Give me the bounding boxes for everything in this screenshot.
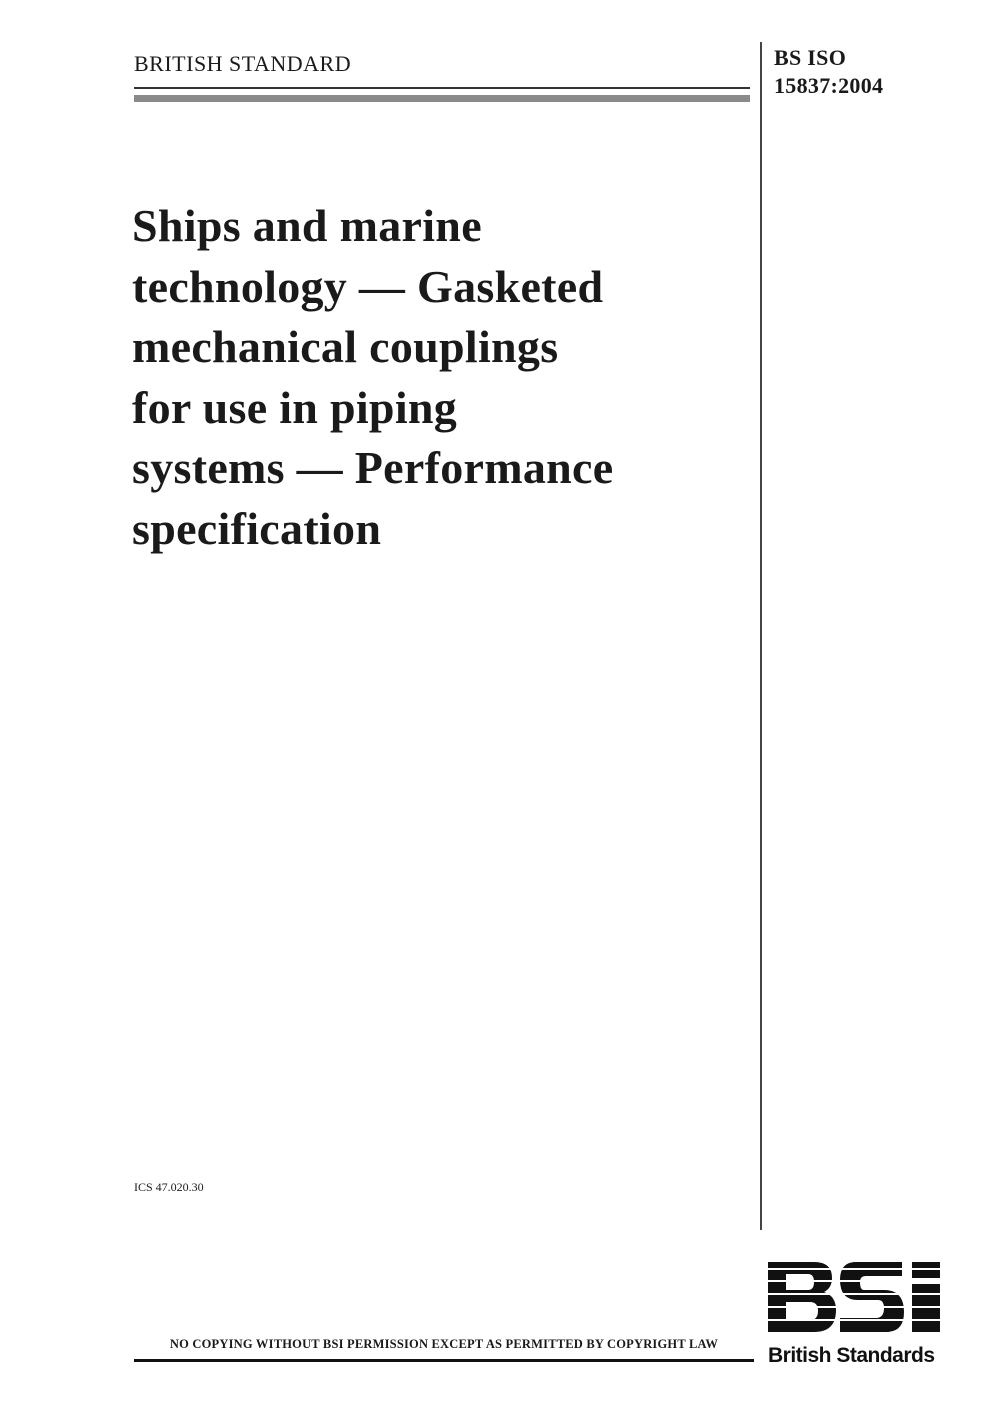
series-label: BRITISH STANDARD — [134, 51, 352, 76]
bsi-logo-caption: British Standards — [768, 1344, 935, 1367]
standard-number-line2: 15837:2004 — [774, 73, 884, 98]
standard-number-line1: BS ISO — [774, 45, 847, 70]
header-rule-thick — [134, 95, 750, 102]
title-line: technology — Gasketed — [132, 260, 604, 312]
standard-number — [774, 44, 883, 100]
footer-rule — [134, 1359, 754, 1362]
header-rule-thin — [134, 87, 750, 89]
document-title — [132, 196, 752, 559]
title-line: Ships and marine — [132, 200, 482, 251]
copyright-notice: NO COPYING WITHOUT BSI PERMISSION EXCEPT AS PERMITTED BY COPYRIGHT LAW — [169, 1337, 719, 1351]
vertical-divider — [760, 42, 762, 1230]
title-line: mechanical couplings — [132, 321, 559, 372]
title-line: specification — [132, 502, 382, 554]
title-line: systems — Performance — [132, 442, 614, 493]
title-line: for use in piping — [132, 381, 458, 433]
ics-code: ICS 47.020.30 — [134, 1180, 204, 1194]
